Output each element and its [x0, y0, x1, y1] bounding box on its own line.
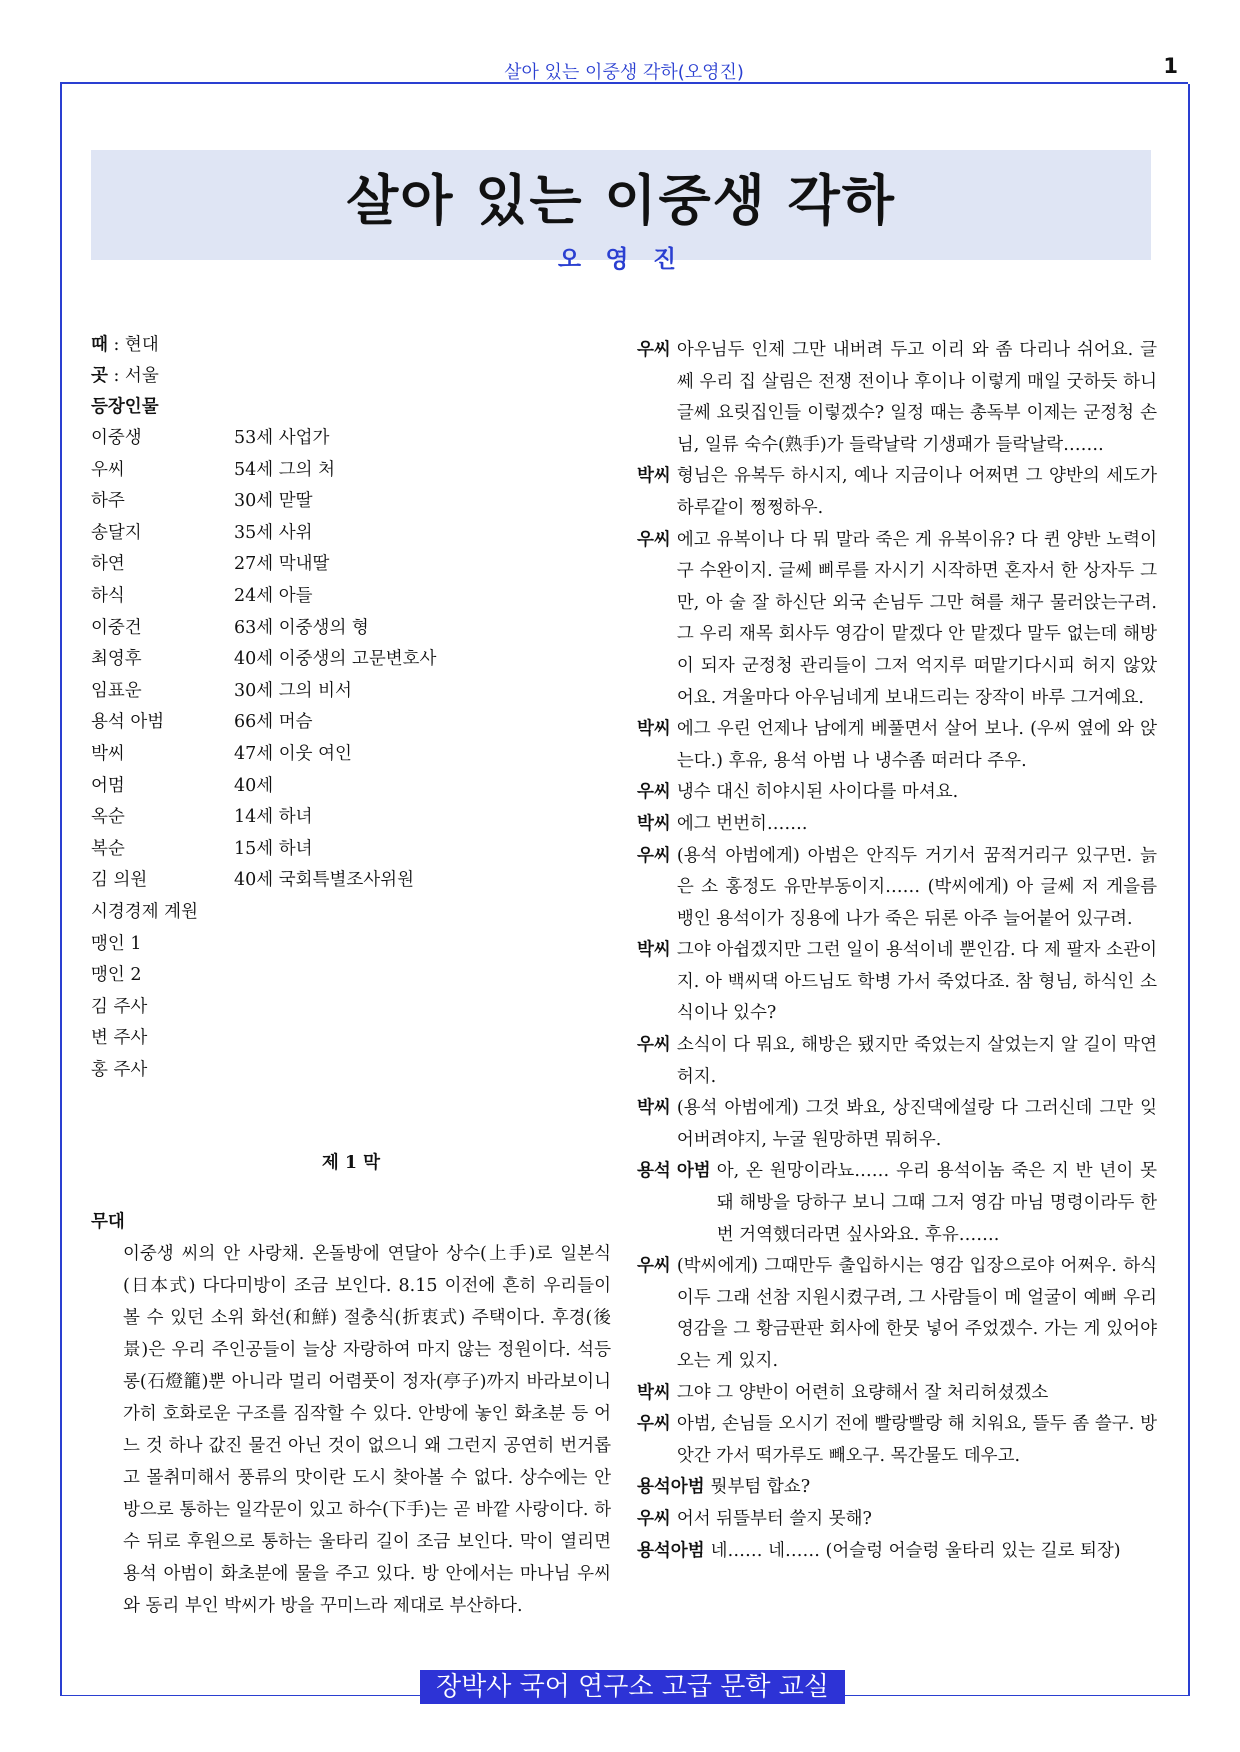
cast-desc: 15세 하녀 [234, 838, 313, 859]
dialogue-line [637, 335, 1157, 461]
dialogue-line [637, 1536, 1157, 1568]
cast-row [91, 486, 611, 518]
speaker-name: 우씨 [637, 782, 671, 803]
cast-row [91, 865, 611, 897]
cast-desc: 53세 사업가 [234, 428, 330, 448]
cast-row [91, 1055, 611, 1087]
speaker-name: 우씨 [637, 340, 671, 360]
right-column [637, 335, 1157, 1567]
speaker-name: 박씨 [637, 940, 671, 961]
dialogue-line [637, 1409, 1157, 1472]
dialogue-line [637, 1093, 1157, 1156]
time-line [91, 330, 611, 361]
cast-desc: 27세 막내딸 [234, 554, 330, 575]
cast-desc: 30세 맏딸 [234, 491, 313, 512]
dialogue-line [637, 1030, 1157, 1093]
speech-text: 아우님두 인제 그만 내버려 두고 이리 와 좀 다리나 쉬어요. 글쎄 우리 집 살림은 전쟁 전이나 후이나 이렇게 매일 굿하듯 하니 글쎄 요릿집인들 이렇겠수? 일정 때는 총독부 이제는 군정청 손님, 일류 숙수(熟手)가 들락날락 기생패가 들락날락……. [676, 340, 1157, 455]
cast-name: 용석 아범 [91, 712, 165, 733]
cast-name: 임표운 [91, 680, 142, 701]
footer-banner: 장박사 국어 연구소 고급 문학 교실 [420, 1670, 845, 1704]
author: 오 영 진 [557, 245, 685, 273]
cast-name: 최영후 [91, 649, 142, 670]
cast-name: 박씨 [91, 743, 125, 764]
dialogue-line [637, 1378, 1157, 1410]
speech-text: (용석 아범에게) 아범은 안직두 거기서 꿈적거리구 있구먼. 늙은 소 홍정도 유만부동이지…… (박씨에게) 아 글쎄 저 게을름뱅인 용석이가 징용에 나가 죽은 뒤론 아주 늘어붙어 있구려. [676, 845, 1157, 929]
left-column [91, 330, 611, 1622]
speech-text: 에고 유복이나 다 뭐 말라 죽은 게 유복이유? 다 퀸 양반 노력이구 수완이지. 글쎄 삐루를 자시기 시작하면 혼자서 한 상자두 그만, 아 술 잘 하신단 외국 손님두 그만 혀를 채구 물러앉는구려. 그 우리 재목 회사두 영감이 맡겠다 안 맡겠다 말두 없는데 해방이 되자 군정청 관리들이 그저 억지루 떠맡기다시피 허지 않았어요. 겨울마다 아우님네게 보내드리는 장작이 바루 그거예요. [676, 529, 1157, 708]
cast-name: 하식 [91, 585, 125, 606]
dialogue-line [637, 935, 1157, 1030]
speech-text: 그야 그 양반이 어련히 요량해서 잘 처리허셨겠소 [676, 1382, 1049, 1403]
cast-name: 송달지 [91, 522, 142, 543]
speech-text: 형님은 유복두 하시지, 예나 지금이나 어쩌면 그 양반의 세도가 하루같이 쩡쩡하우. [676, 466, 1157, 518]
dialogue-line [637, 1472, 1157, 1504]
speaker-name: 박씨 [637, 1382, 671, 1403]
speech-text: 소식이 다 뭐요, 해방은 됐지만 죽었는지 살었는지 알 길이 막연허지. [676, 1035, 1157, 1087]
act-heading: 제 1 막 [321, 1153, 381, 1174]
stage-directions: 이중생 씨의 안 사랑채. 온돌방에 연달아 상수(上手)로 일본식(日本式) 다다미방이 조금 보인다. 8.15 이전에 흔히 우리들이 볼 수 있던 소위 화선(和鮮) 절충식(折衷式) 주택이다. 후경(後景)은 우리 주인공들이 늘상 자랑하여 마지 않는 정원이다. 석등롱(石燈籠)뿐 아니라 멀리 어렴풋이 정자(亭子)까지 바라보이니 가히 호화로운 구조를 짐작할 수 있다. 안방에 놓인 화초분 등 어느 것 하나 값진 물건 아닌 것이 없으니 왜 그런지 공연히 번거롭고 몰취미해서 풍류의 맛이란 도시 찾아볼 수 없다. 상수에는 안방으로 통하는 일각문이 있고 하수(下手)는 곧 바깥 사랑이다. 하수 뒤로 후원으로 통하는 울타리 길이 조금 보인다. 막이 열리면 용석 아범이 화초분에 물을 주고 있다. 방 안에서는 마나님 우씨와 동리 부인 박씨가 방을 꾸미느라 제대로 부산하다. [123, 1244, 611, 1617]
speech-text: 에그 우린 언제나 남에게 베풀면서 살어 보나. (우씨 옆에 와 앉는다.) 후유, 용석 아범 나 냉수좀 떠러다 주우. [676, 719, 1157, 771]
cast-row [91, 1023, 611, 1055]
dialogue-line [637, 841, 1157, 936]
cast-row [91, 581, 611, 613]
cast-name: 어멈 [91, 775, 125, 796]
cast-row [91, 644, 611, 676]
cast-row [91, 771, 611, 803]
speaker-name: 용석아범 [637, 1540, 705, 1561]
dialogue-line [637, 714, 1157, 777]
cast-name: 김 주사 [91, 996, 148, 1017]
time-key: 때 [91, 335, 108, 355]
cast-row [91, 455, 611, 487]
cast-desc: 40세 이중생의 고문변호사 [234, 649, 437, 670]
dialogue-line [637, 461, 1157, 524]
speaker-name: 박씨 [637, 813, 671, 834]
cast-name: 하주 [91, 491, 125, 512]
speech-text: 아, 온 원망이라뇨…… 우리 용석이놈 죽은 지 반 년이 못 돼 해방을 당하구 보니 그때 그저 영감 마님 명령이라두 한 번 거역했더라면 싶사와요. 후유……. [716, 1161, 1157, 1245]
cast-name: 이중건 [91, 617, 142, 638]
speech-text: (용석 아범에게) 그것 봐요, 상진댁에설랑 다 그러신데 그만 잊어버려야지, 누굴 원망하면 뭐허우. [676, 1098, 1157, 1150]
cast-list [91, 423, 611, 1086]
speech-text: 에그 번번히……. [676, 813, 808, 834]
speech-text: 뭣부텀 합쇼? [710, 1477, 811, 1498]
cast-row [91, 613, 611, 645]
cast-row [91, 423, 611, 455]
cast-row [91, 834, 611, 866]
cast-row [91, 549, 611, 581]
cast-desc: 66세 머슴 [234, 712, 313, 733]
cast-row [91, 802, 611, 834]
dialogue-line [637, 1504, 1157, 1536]
speaker-name: 우씨 [637, 529, 671, 550]
cast-name: 변 주사 [91, 1028, 148, 1049]
dialogue-list [637, 335, 1157, 1567]
dialogue-line [637, 1251, 1157, 1377]
cast-row [91, 960, 611, 992]
speech-text: 냉수 대신 히야시된 사이다를 마셔요. [676, 782, 959, 803]
speaker-name: 용석아범 [637, 1477, 705, 1498]
dialogue-line [637, 809, 1157, 841]
cast-desc: 40세 [234, 775, 274, 796]
cast-desc: 24세 아들 [234, 585, 313, 606]
speaker-name: 우씨 [637, 1256, 671, 1277]
speech-text: 어서 뒤뜰부터 쓸지 못해? [676, 1508, 872, 1529]
cast-name: 우씨 [91, 459, 125, 480]
cast-name: 맹인 2 [91, 965, 142, 986]
cast-name: 맹인 1 [91, 933, 142, 954]
cast-name: 시경경제 계원 [91, 901, 198, 922]
place-value: : 서울 [107, 366, 159, 386]
cast-row [91, 518, 611, 550]
running-header [60, 52, 1188, 84]
cast-name: 홍 주사 [91, 1059, 148, 1080]
cast-row [91, 676, 611, 708]
cast-row [91, 707, 611, 739]
title-box [91, 150, 1151, 273]
cast-desc: 47세 이웃 여인 [234, 743, 352, 764]
cast-row [91, 992, 611, 1024]
speech-text: 그야 아쉽겠지만 그런 일이 용석이네 뿐인감. 다 제 팔자 소관이지. 아 백씨댁 아드님도 학병 가서 죽었다죠. 참 형님, 하식인 소식이나 있수? [676, 940, 1157, 1024]
cast-row [91, 897, 611, 929]
cast-name: 이중생 [91, 428, 142, 448]
speech-text: 아범, 손님들 오시기 전에 빨랑빨랑 해 치워요, 뜰두 좀 쓸구. 방앗간 가서 떡가루도 빼오구. 목간물도 데우고. [676, 1414, 1157, 1466]
dialogue-line [637, 777, 1157, 809]
dialogue-line [637, 1156, 1157, 1251]
cast-desc: 63세 이중생의 형 [234, 617, 369, 638]
place-key: 곳 [91, 366, 108, 386]
cast-desc: 14세 하녀 [234, 807, 313, 828]
dialogue-line [637, 525, 1157, 715]
speaker-name: 용석 아범 [637, 1161, 711, 1182]
speaker-name: 우씨 [637, 1035, 671, 1056]
cast-desc: 40세 국회특별조사위원 [234, 870, 414, 891]
speaker-name: 우씨 [637, 1508, 671, 1529]
speech-text: 네…… 네…… (어슬렁 어슬렁 울타리 있는 길로 퇴장) [710, 1540, 1121, 1561]
time-value: : 현대 [107, 335, 159, 355]
cast-name: 하연 [91, 554, 125, 575]
cast-name: 복순 [91, 838, 125, 859]
cast-row [91, 739, 611, 771]
speaker-name: 우씨 [637, 1414, 671, 1435]
cast-row [91, 929, 611, 961]
running-title: 살아 있는 이중생 각하(오영진) [504, 62, 744, 83]
cast-desc: 54세 그의 처 [234, 459, 336, 480]
cast-name: 김 의원 [91, 870, 148, 891]
cast-heading: 등장인물 [91, 397, 159, 417]
speaker-name: 박씨 [637, 466, 671, 487]
speaker-name: 박씨 [637, 1098, 671, 1119]
cast-name: 옥순 [91, 807, 125, 828]
page-title: 살아 있는 이중생 각하 [346, 169, 896, 232]
speaker-name: 우씨 [637, 845, 671, 866]
speaker-name: 박씨 [637, 719, 671, 740]
speech-text: (박씨에게) 그때만두 출입하시는 영감 입장으로야 어쩌우. 하식이두 그래 선참 지원시켰구려, 그 사람들이 메 얼굴이 예뻐 우리 영감을 그 황금판판 회사에 한뭇 넣어 주었겠수. 가는 게 있어야 오는 게 있지. [676, 1256, 1157, 1371]
cast-desc: 30세 그의 비서 [234, 680, 352, 701]
page-number: 1 [1163, 54, 1178, 78]
cast-desc: 35세 사위 [234, 522, 313, 543]
stage-heading: 무대 [91, 1212, 125, 1233]
place-line [91, 361, 611, 392]
